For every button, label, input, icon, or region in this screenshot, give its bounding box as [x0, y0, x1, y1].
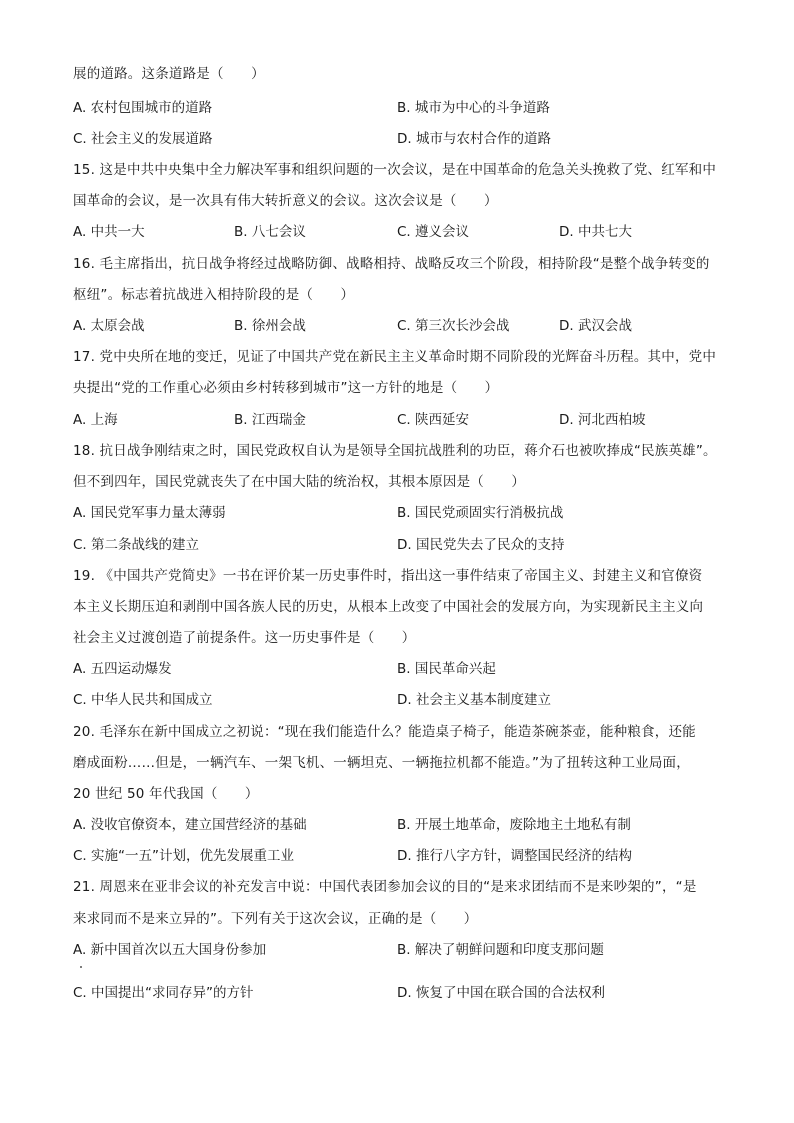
q18-option-a: A. 国民党军事力量太薄弱 [73, 505, 226, 521]
question-21-stem-line2: 来求同而不是来立异的”。下列有关于这次会议，正确的是（ ） [73, 911, 478, 927]
q20-option-a: A. 没收官僚资本，建立国营经济的基础 [73, 817, 307, 833]
q18-option-b: B. 国民党顽固实行消极抗战 [397, 505, 564, 521]
q21-option-a: A. 新中国首次以五大国身份参加 [73, 942, 267, 958]
q18-option-d: D. 国民党失去了民众的支持 [397, 537, 565, 553]
q19-option-c: C. 中华人民共和国成立 [73, 692, 213, 708]
question-15-stem-line2: 国革命的会议，是一次具有伟大转折意义的会议。这次会议是（ ） [73, 193, 498, 209]
q14-option-b: B. 城市为中心的斗争道路 [397, 100, 550, 116]
q20-option-b: B. 开展土地革命，废除地主土地私有制 [397, 817, 631, 833]
question-17-stem-line1: 17. 党中央所在地的变迁，见证了中国共产党在新民主主义革命时期不同阶段的光辉奋斗历程。其中，党中 [73, 349, 717, 365]
q16-option-d: D. 武汉会战 [559, 318, 632, 334]
q15-option-a: A. 中共一大 [73, 224, 145, 240]
question-21-stem-line1: 21. 周恩来在亚非会议的补充发言中说：中国代表团参加会议的目的“是来求团结而不是来吵架的”，“是 [73, 879, 697, 895]
question-16-stem-line2: 枢纽”。标志着抗战进入相持阶段的是（ ） [73, 287, 355, 303]
question-20-stem-line2: 磨成面粉……但是，一辆汽车、一架飞机、一辆坦克、一辆拖拉机都不能造。”为了扭转这种工业局面， [73, 755, 690, 771]
q15-option-c: C. 遵义会议 [397, 224, 470, 240]
q15-option-b: B. 八七会议 [234, 224, 306, 240]
q17-option-b: B. 江西瑞金 [234, 412, 306, 428]
q18-option-c: C. 第二条战线的建立 [73, 537, 200, 553]
q16-option-c: C. 第三次长沙会战 [397, 318, 510, 334]
q14-option-d: D. 城市与农村合作的道路 [397, 131, 551, 147]
question-19-stem-line1: 19. 《中国共产党简史》一书在评价某一历史事件时，指出这一事件结束了帝国主义、封建主义和官僚资 [73, 568, 703, 584]
q19-option-a: A. 五四运动爆发 [73, 661, 172, 677]
q16-option-a: A. 太原会战 [73, 318, 145, 334]
q19-option-b: B. 国民革命兴起 [397, 661, 496, 677]
q21-option-b: B. 解决了朝鲜问题和印度支那问题 [397, 942, 604, 958]
q14-option-c: C. 社会主义的发展道路 [73, 131, 213, 147]
q19-option-d: D. 社会主义基本制度建立 [397, 692, 551, 708]
q20-option-c: C. 实施“一五”计划，优先发展重工业 [73, 848, 294, 864]
question-17-stem-line2: 央提出“党的工作重心必须由乡村转移到城市”这一方针的地是（ ） [73, 380, 499, 396]
q16-option-b: B. 徐州会战 [234, 318, 306, 334]
q17-option-d: D. 河北西柏坡 [559, 412, 646, 428]
question-19-stem-line2: 本主义长期压迫和剥削中国各族人民的历史，从根本上改变了中国社会的发展方向，为实现新民主主义向 [73, 599, 704, 615]
q21-option-c: C. 中国提出“求同存异”的方针 [73, 985, 254, 1001]
question-14-stem: 展的道路。这条道路是（ ） [73, 66, 265, 82]
question-18-stem-line1: 18. 抗日战争刚结束之时，国民党政权自认为是领导全国抗战胜利的功臣，蒋介石也被吹捧成“民族英雄”。 [73, 443, 717, 459]
q17-option-a: A. 上海 [73, 412, 118, 428]
stray-dot-mark [80, 966, 82, 968]
q21-option-d: D. 恢复了中国在联合国的合法权利 [397, 985, 605, 1001]
question-18-stem-line2: 但不到四年，国民党就丧失了在中国大陆的统治权，其根本原因是（ ） [73, 474, 526, 490]
q14-option-a: A. 农村包围城市的道路 [73, 100, 213, 116]
question-15-stem-line1: 15. 这是中共中央集中全力解决军事和组织问题的一次会议，是在中国革命的危急关头挽救了党、红军和中 [73, 162, 717, 178]
question-20-stem-line3: 20 世纪 50 年代我国（ ） [73, 786, 259, 802]
q15-option-d: D. 中共七大 [559, 224, 632, 240]
question-16-stem-line1: 16. 毛主席指出，抗日战争将经过战略防御、战略相持、战略反攻三个阶段，相持阶段“是整个战争转变的 [73, 256, 710, 272]
question-20-stem-line1: 20. 毛泽东在新中国成立之初说：“现在我们能造什么？能造桌子椅子，能造茶碗茶壶，能种粮食，还能 [73, 724, 696, 740]
question-19-stem-line3: 社会主义过渡创造了前提条件。这一历史事件是（ ） [73, 630, 416, 646]
q20-option-d: D. 推行八字方针，调整国民经济的结构 [397, 848, 632, 864]
q17-option-c: C. 陕西延安 [397, 412, 470, 428]
